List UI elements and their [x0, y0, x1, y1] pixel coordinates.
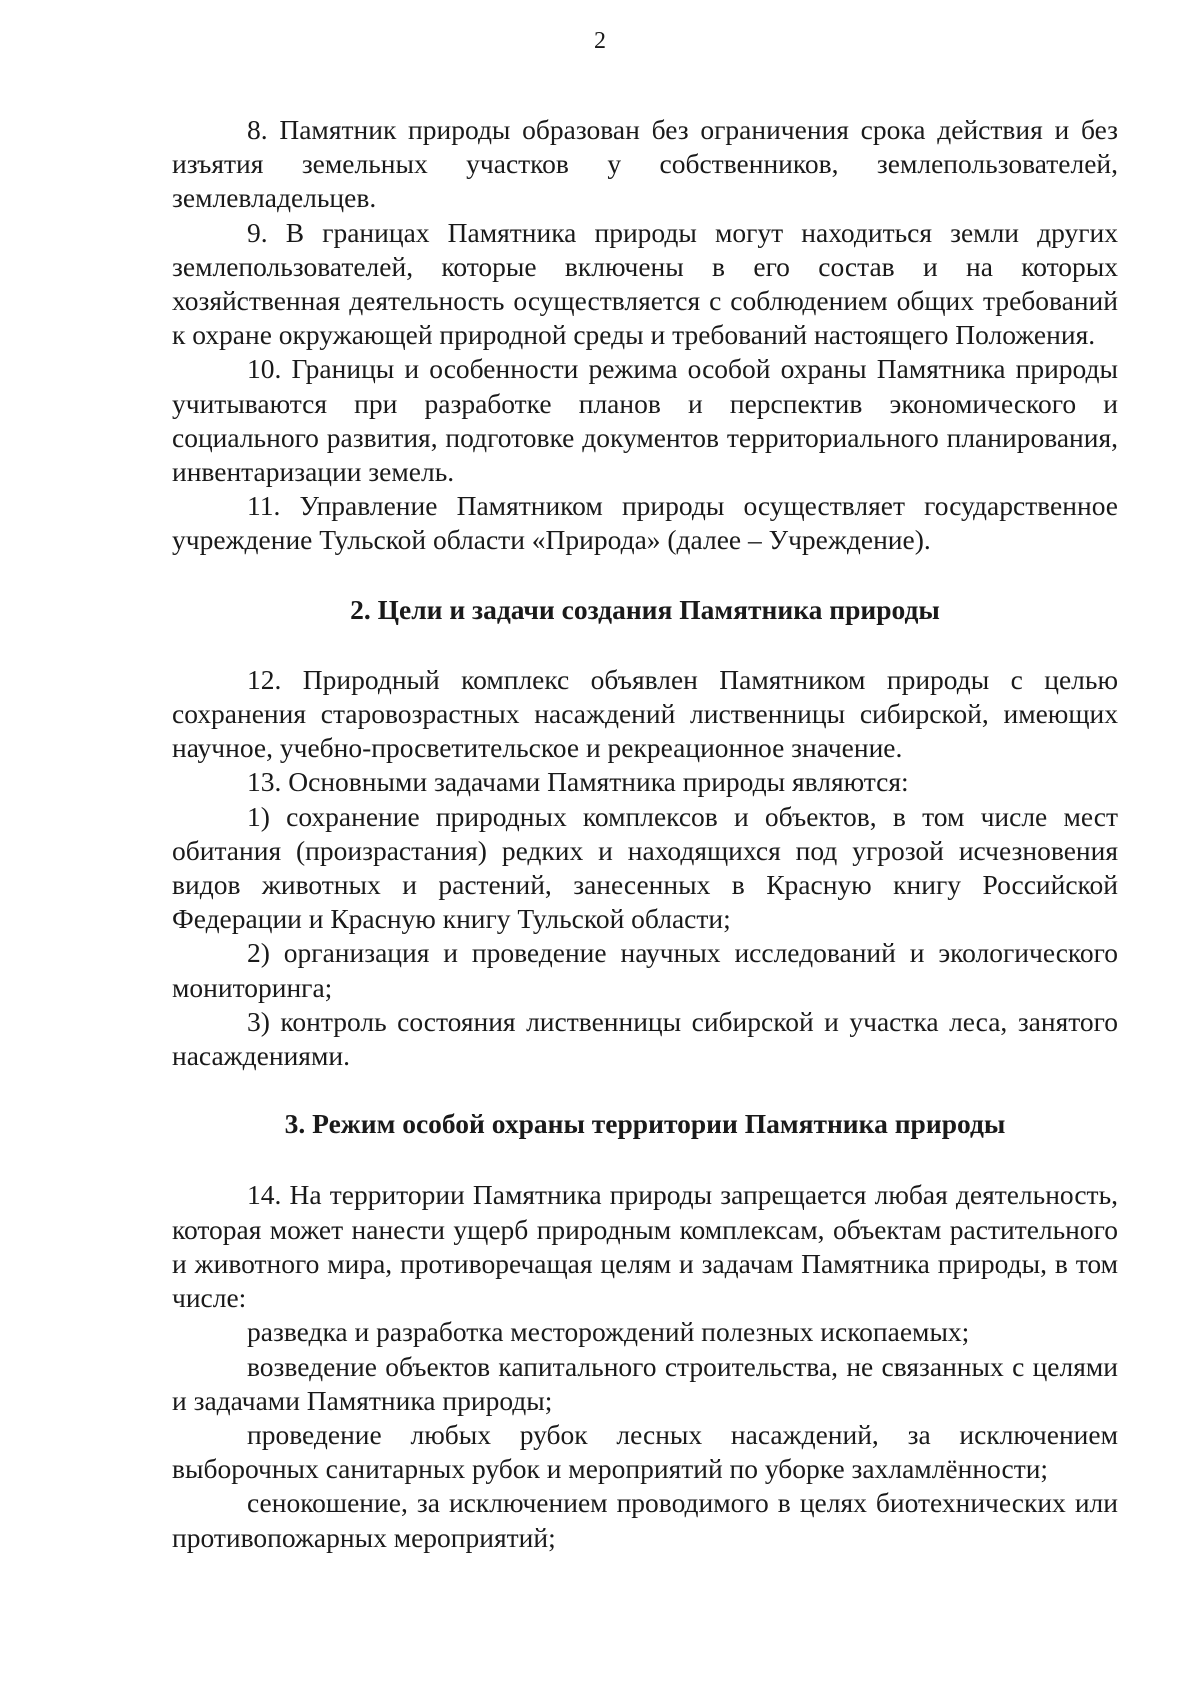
paragraph-13: 13. Основными задачами Памятника природы являются: [247, 766, 909, 798]
list-item-3: 3) контроль состояния лиственницы сибирской и участка леса, занятого насаждениями. [172, 1005, 1118, 1072]
paragraph-14: 14. На территории Памятника природы запрещается любая деятельность, которая может нанести ущерб природным комплексам, объектам растительного и животного мира, противоречащая целям и задачам Памятника природы, в том числе: [172, 1179, 1118, 1314]
prohibition-item: проведение любых рубок лесных насаждений, за исключением выборочных санитарных рубок и мероприятий по уборке захламлённости; [172, 1418, 1118, 1485]
section-heading-goals: 2. Цели и задачи создания Памятника природы [350, 593, 940, 625]
document-body [172, 113, 1118, 1555]
paragraph-11: 11. Управление Памятником природы осуществляет государственное учреждение Тульской области «Природа» (далее – Учреждение). [172, 490, 1118, 556]
section-heading-protection-regime: 3. Режим особой охраны территории Памятника природы [284, 1108, 1006, 1140]
prohibition-item: разведка и разработка месторождений полезных ископаемых; [247, 1316, 970, 1348]
prohibition-item: сенокошение, за исключением проводимого в целях биотехнических или противопожарных мероприятий; [172, 1487, 1118, 1553]
page-number: 2 [594, 28, 606, 54]
list-item-1: 1) сохранение природных комплексов и объектов, в том числе мест обитания (произрастания) редких и находящихся под угрозой исчезновения видов животных и растений, занесенных в Красную книгу Российской Федерации и Красную книгу Тульской области; [172, 800, 1118, 935]
prohibition-item: возведение объектов капитального строительства, не связанных с целями и задачами Памятника природы; [172, 1350, 1118, 1416]
list-item-2: 2) организация и проведение научных исследований и экологического мониторинга; [172, 937, 1118, 1003]
paragraph-12: 12. Природный комплекс объявлен Памятником природы с целью сохранения старовозрастных насаждений лиственницы сибирской, имеющих научное, учебно-просветительское и рекреационное значение. [172, 663, 1118, 764]
paragraph-8: 8. Памятник природы образован без ограничения срока действия и без изъятия земельных участков у собственников, землепользователей, землевладельцев. [172, 114, 1118, 214]
paragraph-10: 10. Границы и особенности режима особой охраны Памятника природы учитываются при разработке планов и перспектив экономического и социального развития, подготовке документов территориального планирования, инвентаризации земель. [172, 353, 1118, 488]
paragraph-9: 9. В границах Памятника природы могут находиться земли других землепользователей, которые включены в его состав и на которых хозяйственная деятельность осуществляется с соблюдением общих требований к охране окружающей природной среды и требований настоящего Положения. [172, 216, 1118, 351]
